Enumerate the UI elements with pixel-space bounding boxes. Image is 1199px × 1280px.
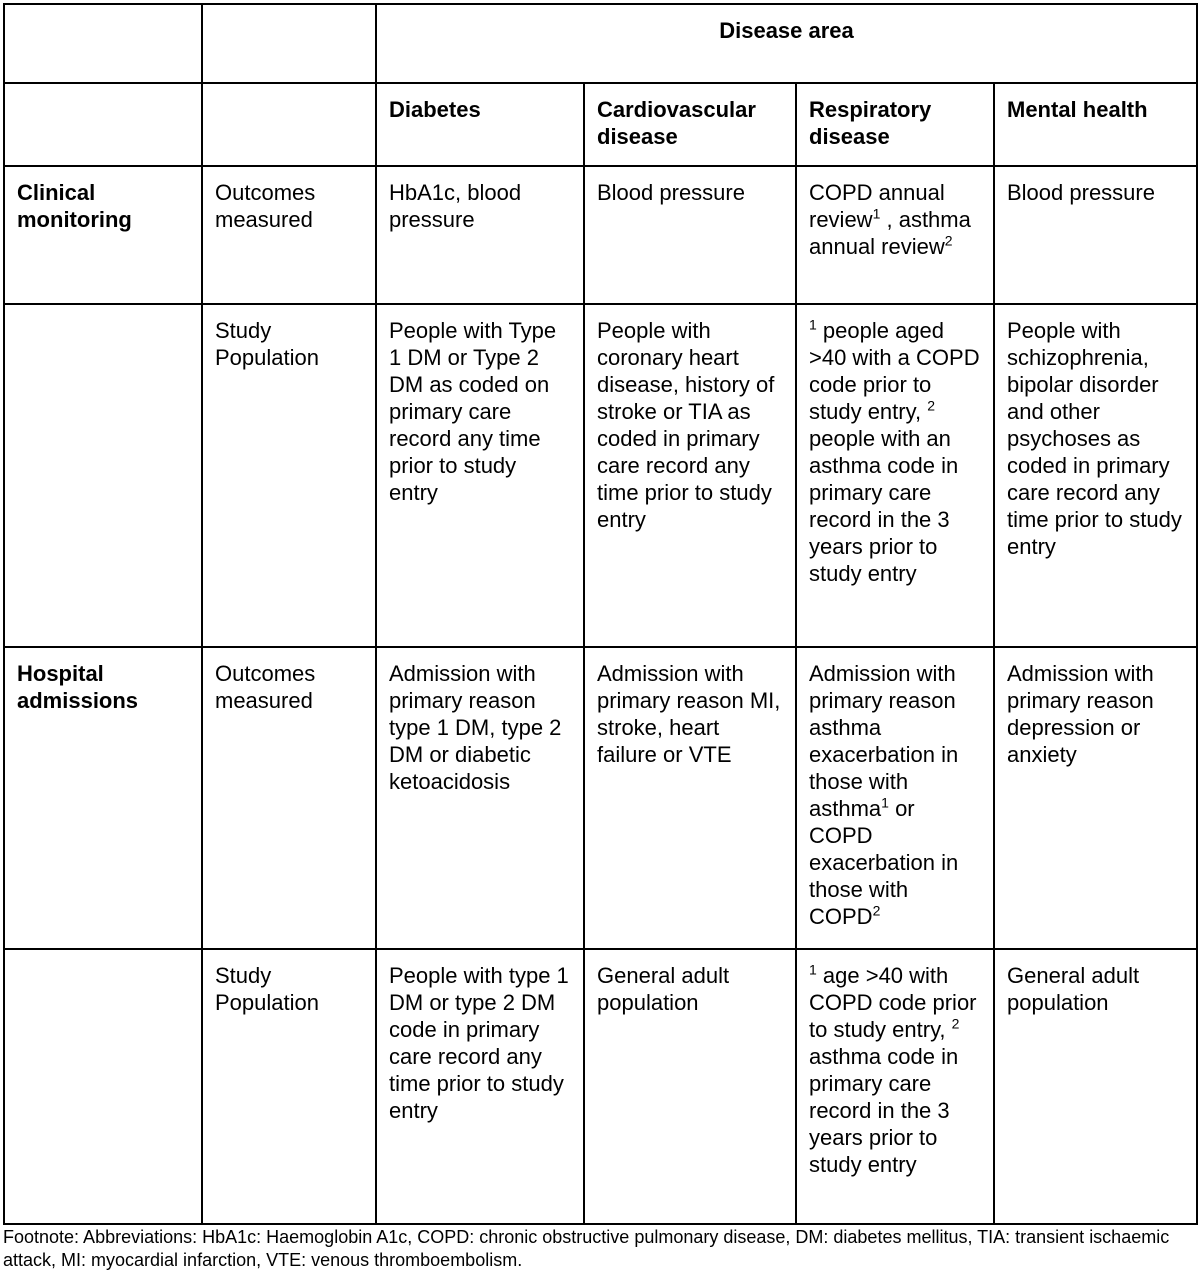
corner-cell-2 xyxy=(202,4,376,83)
footnote: Footnote: Abbreviations: HbA1c: Haemoglobin A1c, COPD: chronic obstructive pulmonary disease, DM: diabetes mellitus, TIA: transient ischaemic attack, MI: myocardial infarction, VTE: venous thromboembolism. xyxy=(3,1227,1170,1270)
cell-hospital-outcomes-mental: Admission with primary reason depression or anxiety xyxy=(994,647,1197,949)
row-label-outcomes-2: Outcomes measured xyxy=(202,647,376,949)
section-label-clinical-monitoring: Clinical monitoring xyxy=(4,166,202,304)
section-label-blank-2 xyxy=(4,949,202,1224)
column-header-cardiovascular: Cardiovascular disease xyxy=(584,83,796,166)
blank-header-cell xyxy=(4,83,202,166)
cell-clinical-pop-respiratory: $^1$ people aged >40 with a COPD code prior to study entry, $^2$ people with an asthma code in primary care record in the 3 years prior to study entry xyxy=(796,304,994,647)
cell-clinical-outcomes-cardio: Blood pressure xyxy=(584,166,796,304)
disease-area-header: Disease area xyxy=(376,4,1197,83)
section-label-blank xyxy=(4,304,202,647)
blank-header-cell-2 xyxy=(202,83,376,166)
study-outcomes-table xyxy=(3,3,1198,1225)
cell-hospital-pop-diabetes: People with type 1 DM or type 2 DM code in primary care record any time prior to study entry xyxy=(376,949,584,1224)
section-label-hospital-admissions: Hospital admissions xyxy=(4,647,202,949)
column-header-diabetes: Diabetes xyxy=(376,83,584,166)
column-header-mental-health: Mental health xyxy=(994,83,1197,166)
cell-clinical-pop-cardio: People with coronary heart disease, history of stroke or TIA as coded in primary care record any time prior to study entry xyxy=(584,304,796,647)
cell-hospital-pop-respiratory: $^1$ age >40 with COPD code prior to study entry, $^2$ asthma code in primary care record in the 3 years prior to study entry xyxy=(796,949,994,1224)
cell-hospital-outcomes-diabetes: Admission with primary reason type 1 DM, type 2 DM or diabetic ketoacidosis xyxy=(376,647,584,949)
row-label-outcomes: Outcomes measured xyxy=(202,166,376,304)
cell-hospital-outcomes-cardio: Admission with primary reason MI, stroke, heart failure or VTE xyxy=(584,647,796,949)
corner-cell xyxy=(4,4,202,83)
cell-hospital-pop-cardio: General adult population xyxy=(584,949,796,1224)
cell-clinical-outcomes-mental: Blood pressure xyxy=(994,166,1197,304)
row-label-study-population: Study Population xyxy=(202,304,376,647)
row-label-study-population-2: Study Population xyxy=(202,949,376,1224)
cell-clinical-pop-diabetes: People with Type 1 DM or Type 2 DM as coded on primary care record any time prior to study entry xyxy=(376,304,584,647)
cell-clinical-outcomes-diabetes: HbA1c, blood pressure xyxy=(376,166,584,304)
cell-clinical-outcomes-respiratory: COPD annual review$^1$ , asthma annual review$^2$ xyxy=(796,166,994,304)
cell-hospital-outcomes-respiratory: Admission with primary reason asthma exacerbation in those with asthma$^1$ or COPD exacerbation in those with COPD$^2$ xyxy=(796,647,994,949)
cell-hospital-pop-mental: General adult population xyxy=(994,949,1197,1224)
cell-clinical-pop-mental: People with schizophrenia, bipolar disorder and other psychoses as coded in primary care record any time prior to study entry xyxy=(994,304,1197,647)
column-header-respiratory: Respiratory disease xyxy=(796,83,994,166)
